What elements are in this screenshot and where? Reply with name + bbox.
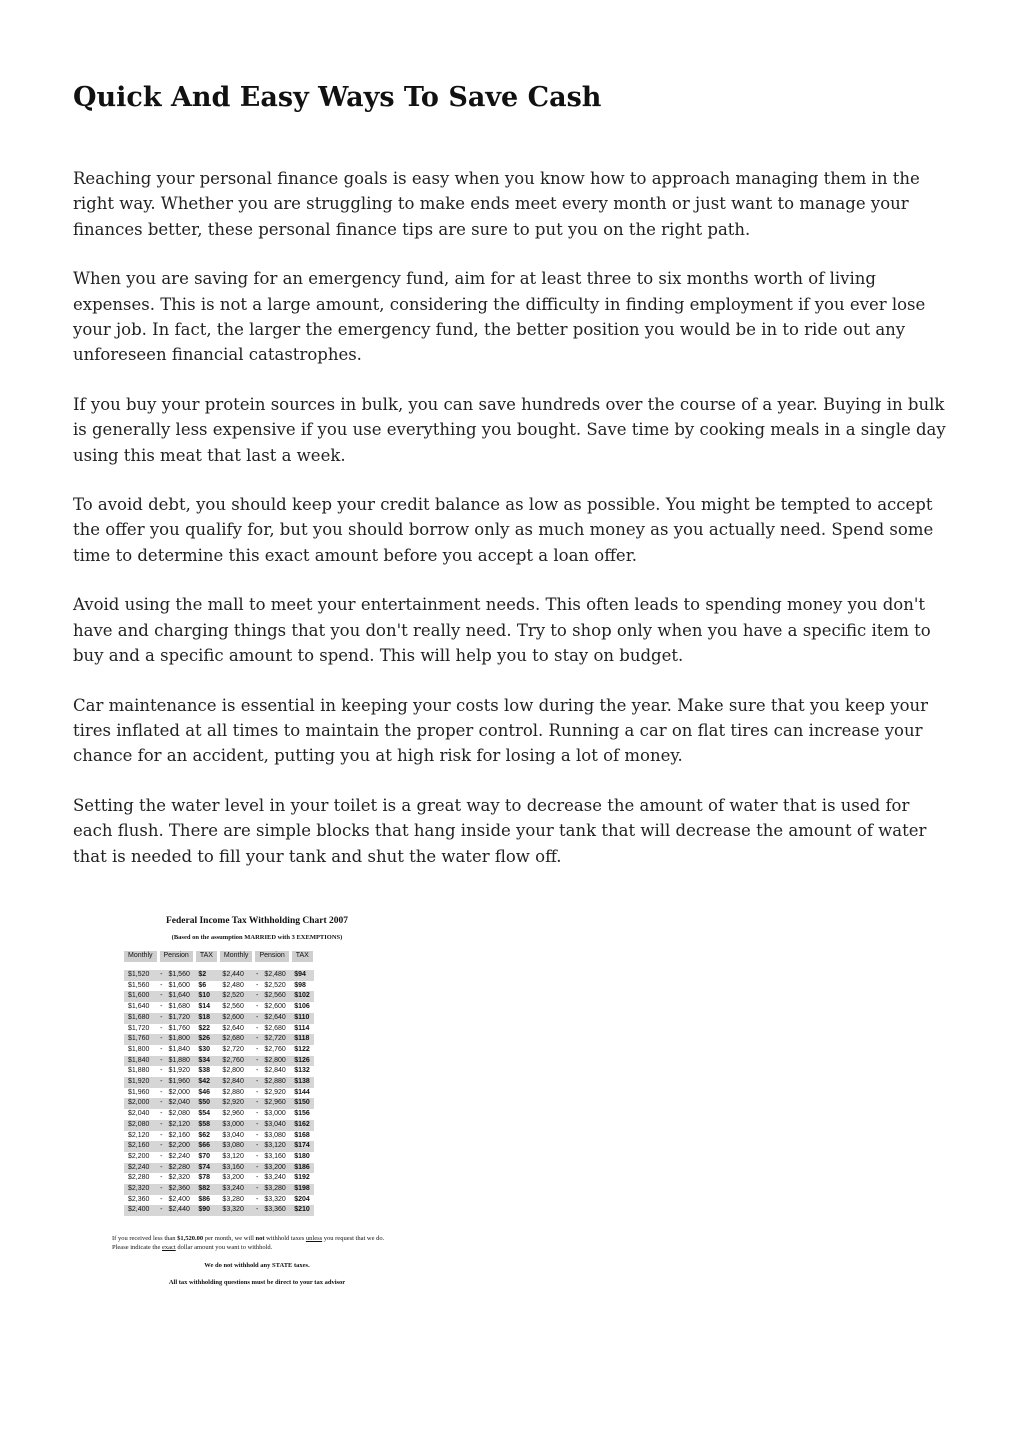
tax-cell: $138 [290,1077,314,1088]
tax-cell: $54 [198,1110,210,1118]
tax-cell: $90 [194,1205,218,1216]
amount-cell: $2,480 [222,981,244,989]
note-unless: unless [305,1235,323,1243]
header-tax-2: TAX [290,951,314,962]
amount-cell: $2,360 [164,1184,194,1195]
range-dash: - [160,1067,163,1075]
range-dash: - [254,1056,260,1067]
amount-cell: $3,240 [264,1174,286,1182]
amount-cell: $1,760 [168,1024,190,1032]
tax-cell: $180 [294,1152,310,1160]
tax-cell: $2 [194,970,218,981]
paragraph: When you are saving for an emergency fund, aim for at least three to six months worth of living expenses. This is not a large amount, considering the difficulty in finding employment if you ever lose your job. In fact, the larger the emergency fund, the better position you would be in to ride out any unforeseen financial catastrophes. [73,269,926,365]
amount-cell: $1,600 [124,991,158,1002]
tax-cell: $118 [290,1034,314,1045]
range-dash: - [255,1003,259,1011]
tax-cell: $204 [294,1195,310,1203]
tax-cell: $30 [198,1045,210,1053]
table-row [124,1120,314,1131]
amount-cell: $2,160 [168,1131,190,1139]
amount-cell: $1,560 [128,981,150,989]
amount-cell: $1,840 [124,1056,158,1067]
table-row [124,1173,314,1184]
amount-cell: $2,240 [168,1152,190,1160]
range-dash: - [158,1034,164,1045]
amount-cell: $2,000 [168,1088,190,1096]
header-tax: TAX [194,951,218,962]
amount-cell: $2,560 [222,1003,244,1011]
range-dash: - [160,1024,163,1032]
amount-cell: $2,920 [218,1098,254,1109]
amount-cell: $2,840 [264,1067,286,1075]
chart-title: Federal Income Tax Withholding Chart 2007 [165,916,349,926]
amount-cell: $1,800 [164,1034,194,1045]
table-row [124,1002,314,1013]
tax-cell: $18 [194,1013,218,1024]
tax-table [124,951,316,1216]
range-dash: - [255,1152,259,1160]
range-dash: - [254,1098,260,1109]
paragraph: Car maintenance is essential in keeping your costs low during the year. Make sure that you keep your tires inflated at all times to maintain the proper control. Running a car on flat tires can increase your chance for an accident, putting you at high risk for losing a lot of money. [73,695,929,766]
tax-cell: $86 [198,1195,210,1203]
amount-cell: $2,080 [168,1110,190,1118]
table-row [124,1131,314,1142]
amount-cell: $1,800 [128,1045,150,1053]
range-dash: - [255,1131,259,1139]
range-dash: - [158,1120,164,1131]
amount-cell: $3,000 [264,1110,286,1118]
amount-cell: $2,360 [128,1195,150,1203]
amount-cell: $3,120 [222,1152,244,1160]
tax-cell: $106 [294,1003,310,1011]
note-text: per month, we will [203,1235,256,1243]
amount-cell: $3,120 [260,1141,290,1152]
amount-cell: $1,920 [168,1067,190,1075]
range-dash: - [254,1205,260,1216]
tax-cell: $168 [294,1131,310,1139]
tax-cell: $110 [290,1013,314,1024]
amount-cell: $2,240 [124,1163,158,1174]
range-dash: - [254,1077,260,1088]
range-dash: - [254,970,260,981]
range-dash: - [158,991,164,1002]
amount-cell: $2,280 [164,1163,194,1174]
range-dash: - [255,1024,259,1032]
tax-cell: $198 [290,1184,314,1195]
note-exact: exact [162,1244,176,1252]
note-text: withhold taxes [264,1235,306,1243]
range-dash: - [158,1098,164,1109]
amount-cell: $1,720 [128,1024,150,1032]
tax-cell: $132 [294,1067,310,1075]
amount-cell: $2,640 [222,1024,244,1032]
paragraph: Avoid using the mall to meet your entertainment needs. This often leads to spending money you don't have and charging things that you don't really need. Try to shop only when you have a specific item to buy and a specific amount to spend. This will help you to stay on budget. [73,595,931,666]
table-body [124,962,314,1216]
amount-cell: $2,000 [124,1098,158,1109]
table-row [124,1163,314,1174]
range-dash: - [255,1174,259,1182]
amount-cell: $2,320 [124,1184,158,1195]
table-row [124,1034,314,1045]
tax-cell: $46 [198,1088,210,1096]
tax-cell: $10 [194,991,218,1002]
tax-cell: $210 [290,1205,314,1216]
tax-cell: $98 [294,981,306,989]
table-row [124,1013,314,1024]
note-text: dollar amount you want to withhold. [175,1244,273,1252]
tax-cell: $150 [290,1098,314,1109]
table-row [124,1098,314,1109]
note-not: not [255,1235,265,1243]
table-row [124,1045,314,1056]
tax-withholding-chart-image [112,916,402,1286]
amount-cell: $2,440 [218,970,254,981]
tax-cell: $6 [198,981,207,989]
amount-cell: $3,200 [222,1174,244,1182]
table-row [124,981,314,992]
range-dash: - [255,1045,259,1053]
amount-cell: $2,880 [260,1077,290,1088]
range-dash: - [160,1110,163,1118]
range-dash: - [160,981,163,989]
table-row [124,970,314,981]
amount-cell: $2,280 [128,1174,150,1182]
range-dash: - [254,1120,260,1131]
header-pension-2: Pension [254,951,290,962]
note-text: you request that we do. Please indicate the [112,1235,385,1252]
tax-cell: $42 [194,1077,218,1088]
range-dash: - [160,1174,163,1182]
amount-cell: $2,120 [128,1131,150,1139]
range-dash: - [158,1205,164,1216]
header-monthly-2: Monthly [218,951,254,962]
table-row [124,1056,314,1067]
table-header-row [124,951,314,962]
range-dash: - [254,1013,260,1024]
amount-cell: $1,680 [168,1003,190,1011]
amount-cell: $1,960 [128,1088,150,1096]
range-dash: - [254,1184,260,1195]
note-amount: $1,520.00 [177,1235,204,1243]
tax-cell: $144 [294,1088,310,1096]
amount-cell: $2,600 [218,1013,254,1024]
tax-cell: $122 [294,1045,310,1053]
amount-cell: $3,160 [218,1163,254,1174]
amount-cell: $3,320 [218,1205,254,1216]
tax-cell: $66 [194,1141,218,1152]
tax-cell: $192 [294,1174,310,1182]
amount-cell: $2,960 [222,1110,244,1118]
header-pension: Pension [158,951,194,962]
range-dash: - [160,1131,163,1139]
amount-cell: $2,400 [124,1205,158,1216]
amount-cell: $2,040 [128,1110,150,1118]
range-dash: - [160,1045,163,1053]
amount-cell: $2,040 [164,1098,194,1109]
amount-cell: $1,520 [124,970,158,981]
table-row [124,1141,314,1152]
table-row [124,1184,314,1195]
amount-cell: $2,640 [260,1013,290,1024]
amount-cell: $2,440 [164,1205,194,1216]
range-dash: - [160,1152,163,1160]
amount-cell: $2,840 [218,1077,254,1088]
header-monthly: Monthly [124,951,158,962]
tax-cell: $22 [198,1024,210,1032]
amount-cell: $1,920 [124,1077,158,1088]
range-dash: - [255,1195,259,1203]
tax-cell: $174 [290,1141,314,1152]
range-dash: - [255,1110,259,1118]
tax-cell: $78 [198,1174,210,1182]
paragraph: Setting the water level in your toilet is a great way to decrease the amount of water that is used for each flush. There are simple blocks that hang inside your tank that will decrease the amount of water that is needed to fill your tank and shut the water flow off. [73,795,927,866]
amount-cell: $2,960 [260,1098,290,1109]
amount-cell: $3,360 [260,1205,290,1216]
tax-cell: $162 [290,1120,314,1131]
amount-cell: $2,600 [264,1003,286,1011]
amount-cell: $2,520 [264,981,286,989]
amount-cell: $3,000 [218,1120,254,1131]
tax-cell: $126 [290,1056,314,1067]
amount-cell: $1,880 [164,1056,194,1067]
amount-cell: $1,560 [164,970,194,981]
amount-cell: $1,680 [124,1013,158,1024]
tax-cell: $58 [194,1120,218,1131]
range-dash: - [158,1163,164,1174]
table-row [124,1205,314,1216]
amount-cell: $1,880 [128,1067,150,1075]
amount-cell: $3,280 [260,1184,290,1195]
tax-cell: $50 [194,1098,218,1109]
range-dash: - [255,1088,259,1096]
amount-cell: $2,400 [168,1195,190,1203]
amount-cell: $3,040 [222,1131,244,1139]
range-dash: - [158,1141,164,1152]
table-row [124,1024,314,1035]
tax-cell: $114 [294,1024,310,1032]
range-dash: - [254,991,260,1002]
amount-cell: $1,600 [168,981,190,989]
range-dash: - [158,1184,164,1195]
tax-cell: $102 [290,991,314,1002]
chart-subtitle: (Based on the assumption MARRIED with 3 EXEMPTIONS) [171,934,343,941]
chart-note [112,1234,402,1252]
range-dash: - [254,1163,260,1174]
amount-cell: $2,200 [128,1152,150,1160]
table-row [124,1152,314,1163]
table-row [124,991,314,1002]
article [73,80,953,893]
tax-cell: $186 [290,1163,314,1174]
amount-cell: $1,640 [128,1003,150,1011]
amount-cell: $1,640 [164,991,194,1002]
paragraph: To avoid debt, you should keep your credit balance as low as possible. You might be tempted to accept the offer you qualify for, but you should borrow only as much money as you actually need. Spend some time to determine this exact amount before you accept a loan offer. [73,495,934,565]
range-dash: - [255,1067,259,1075]
amount-cell: $2,320 [168,1174,190,1182]
amount-cell: $3,200 [260,1163,290,1174]
tax-cell: $34 [194,1056,218,1067]
table-row [124,1195,314,1206]
table-row [124,1077,314,1088]
amount-cell: $2,720 [260,1034,290,1045]
tax-cell: $94 [290,970,314,981]
amount-cell: $2,560 [260,991,290,1002]
paragraph: Reaching your personal finance goals is easy when you know how to approach managing them in the right way. Whether you are struggling to make ends meet every month or just want to manage your finances better, these personal finance tips are sure to put you on the right path. [73,169,920,239]
tax-cell: $82 [194,1184,218,1195]
amount-cell: $3,320 [264,1195,286,1203]
range-dash: - [158,1013,164,1024]
amount-cell: $2,120 [164,1120,194,1131]
amount-cell: $1,960 [164,1077,194,1088]
amount-cell: $2,520 [218,991,254,1002]
amount-cell: $2,880 [222,1088,244,1096]
amount-cell: $2,760 [218,1056,254,1067]
amount-cell: $3,040 [260,1120,290,1131]
advisor-line: All tax withholding questions must be direct to your tax advisor [168,1279,346,1287]
range-dash: - [254,1034,260,1045]
table-row [124,1066,314,1077]
range-dash: - [158,1056,164,1067]
table-row [124,1088,314,1099]
amount-cell: $2,200 [164,1141,194,1152]
tax-cell: $156 [294,1110,310,1118]
amount-cell: $2,160 [124,1141,158,1152]
page-title: Quick And Easy Ways To Save Cash [73,82,602,113]
tax-cell: $38 [198,1067,210,1075]
range-dash: - [254,1141,260,1152]
paragraph: If you buy your protein sources in bulk, you can save hundreds over the course of a year. Buying in bulk is generally less expensive if you use everything you bought. Save time by cooking meals in a single day using this meat that last a week. [73,394,946,465]
amount-cell: $2,760 [264,1045,286,1053]
tax-cell: $70 [198,1152,210,1160]
amount-cell: $2,680 [218,1034,254,1045]
amount-cell: $1,760 [124,1034,158,1045]
tax-cell: $74 [194,1163,218,1174]
range-dash: - [160,1195,163,1203]
amount-cell: $2,800 [222,1067,244,1075]
amount-cell: $2,480 [260,970,290,981]
range-dash: - [158,1077,164,1088]
range-dash: - [255,981,259,989]
amount-cell: $3,160 [264,1152,286,1160]
amount-cell: $2,680 [264,1024,286,1032]
range-dash: - [160,1003,163,1011]
range-dash: - [160,1088,163,1096]
tax-cell: $14 [198,1003,210,1011]
note-text: If you received less than [112,1235,178,1243]
tax-cell: $26 [194,1034,218,1045]
range-dash: - [158,970,164,981]
amount-cell: $1,840 [168,1045,190,1053]
amount-cell: $3,080 [218,1141,254,1152]
article-body [73,166,953,869]
table-spacer [124,962,314,970]
amount-cell: $1,720 [164,1013,194,1024]
amount-cell: $3,240 [218,1184,254,1195]
amount-cell: $2,080 [124,1120,158,1131]
amount-cell: $2,720 [222,1045,244,1053]
amount-cell: $2,800 [260,1056,290,1067]
state-tax-line: We do not withhold any STATE taxes. [204,1262,310,1270]
amount-cell: $3,080 [264,1131,286,1139]
table-row [124,1109,314,1120]
tax-cell: $62 [198,1131,210,1139]
amount-cell: $3,280 [222,1195,244,1203]
amount-cell: $2,920 [264,1088,286,1096]
